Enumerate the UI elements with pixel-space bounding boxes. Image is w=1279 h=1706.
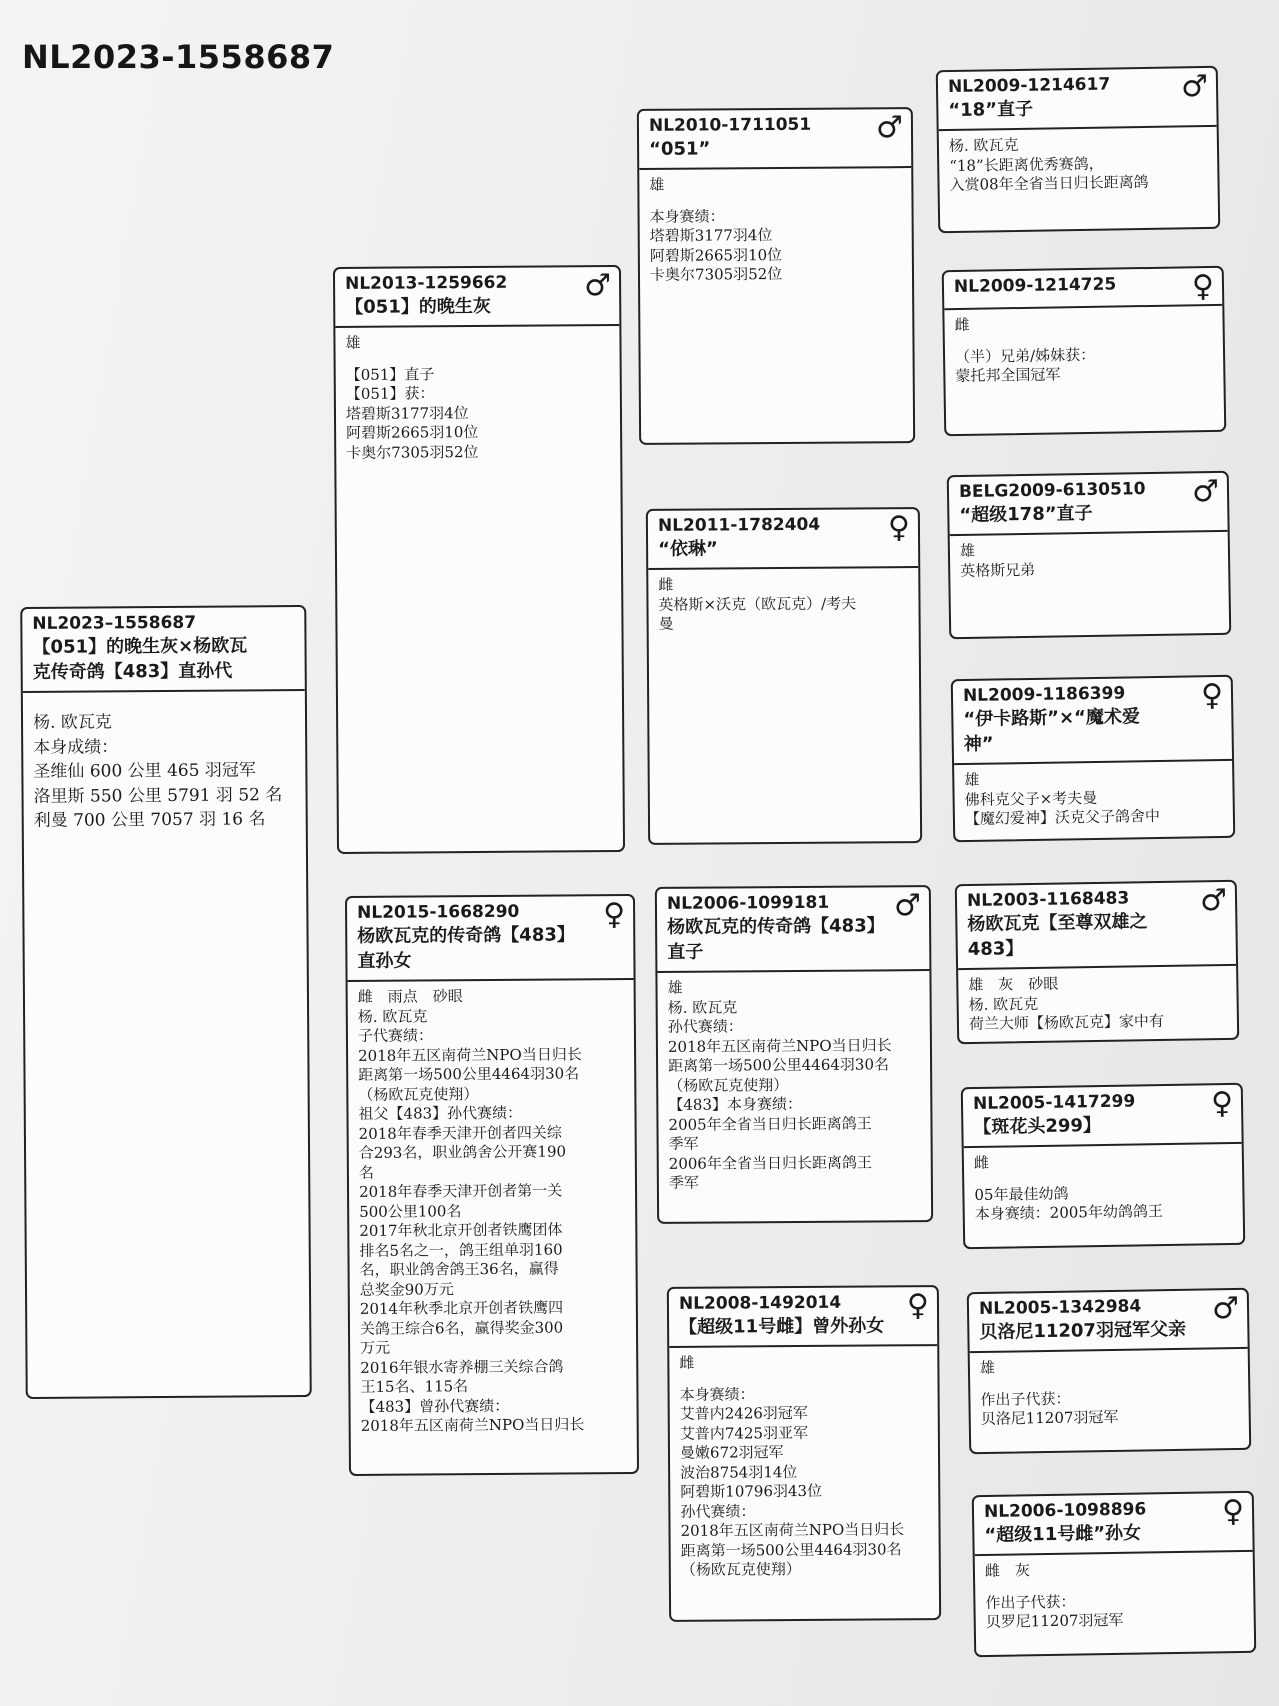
male-symbol-icon: ♂	[1180, 68, 1209, 105]
record-line: 佛科克父子×考夫曼	[964, 788, 1098, 809]
male-symbol-icon: ♂	[1199, 882, 1228, 919]
record-line: 波治8754羽14位	[680, 1462, 798, 1482]
record-line: 贝洛尼11207羽冠军	[980, 1407, 1119, 1429]
card-body	[657, 971, 931, 1199]
ring-number: NL2006-1098896	[983, 1499, 1147, 1523]
record-line: 曼嫩672羽冠军	[679, 1443, 784, 1462]
bird-name: 【超级11号雌】曾外孙女	[679, 1315, 885, 1338]
record-line: 利曼 700 公里 7057 羽 16 名	[33, 809, 266, 831]
record-line: 杨. 欧瓦克	[32, 712, 112, 733]
record-line: 阿碧斯2665羽10位	[346, 423, 479, 442]
card-sire-sire-dam[interactable]	[942, 266, 1227, 436]
ring-number: NL2009-1214617	[947, 74, 1111, 98]
card-sire[interactable]	[333, 265, 625, 854]
card-body	[954, 761, 1233, 836]
card-body	[975, 1552, 1254, 1639]
card-sire-sire[interactable]	[637, 107, 915, 445]
record-line: 雄	[649, 175, 665, 194]
bird-name: 杨欧瓦克【至尊双雄之	[967, 911, 1148, 936]
bird-name: 杨欧瓦克的传奇鸽【483】	[667, 915, 885, 938]
bird-name: “超级11号雌”孙女	[984, 1522, 1142, 1547]
card-body	[639, 168, 912, 291]
bird-name: 直孙女	[357, 950, 412, 972]
card-dam-sire-sire[interactable]	[955, 880, 1239, 1044]
record-line: 阿碧斯10796羽43位	[680, 1481, 823, 1501]
ring-number: NL2006-1099181	[666, 892, 830, 914]
card-dam-sire-dam[interactable]	[961, 1083, 1246, 1249]
record-line: 距离第一场500公里4464羽30名	[668, 1055, 890, 1075]
record-line: 英格斯兄弟	[960, 560, 1036, 580]
ring-number: NL2013-1259662	[345, 272, 508, 294]
card-header	[669, 1287, 937, 1348]
bird-name: “超级178”直子	[959, 502, 1093, 527]
female-symbol-icon: ♀	[1191, 268, 1215, 305]
record-line: （半）兄弟/姊妹获：	[954, 345, 1096, 366]
card-header	[953, 677, 1232, 765]
record-line: 王15名、115名	[360, 1377, 469, 1396]
record-line: 季军	[668, 1173, 699, 1192]
ring-number: NL2008-1492014	[678, 1292, 842, 1314]
record-line: 2006年全省当日归长距离鸽王	[668, 1152, 873, 1173]
record-line: 雄	[979, 1358, 996, 1378]
record-line: 子代赛绩：	[357, 1026, 434, 1045]
record-line: 作出子代获：	[980, 1389, 1071, 1409]
record-line: 塔碧斯3177羽4位	[345, 403, 469, 423]
female-symbol-icon: ♀	[906, 1288, 930, 1324]
record-line: 距离第一场500公里4464羽30名	[680, 1539, 902, 1560]
record-line: 本身赛绩：	[649, 206, 725, 226]
card-header	[347, 896, 634, 982]
card-header	[657, 887, 930, 973]
record-line: 杨. 欧瓦克	[948, 135, 1019, 156]
female-symbol-icon: ♀	[1200, 677, 1224, 714]
record-line: 2018年五区南荷兰NPO当日归长	[667, 1035, 892, 1056]
bird-name: 神”	[963, 733, 994, 756]
record-line: 季军	[668, 1134, 699, 1153]
bird-name: 贝洛尼11207羽冠军父亲	[979, 1318, 1187, 1344]
record-line: 卡奥尔7305羽52位	[649, 264, 783, 284]
record-line: 【魔幻爱神】沃克父子鸽舍中	[964, 806, 1161, 829]
bird-name: 【051】的晚生灰	[345, 295, 491, 318]
male-symbol-icon: ♂	[1211, 1290, 1240, 1327]
record-line: 【483】曾孙代赛绩：	[360, 1396, 510, 1416]
record-line: 卡奥尔7305羽52位	[346, 442, 479, 462]
record-line: 孙代赛绩：	[667, 1017, 743, 1036]
card-header	[22, 607, 305, 693]
record-line: 本身成绩：	[33, 736, 119, 758]
bird-name: 【051】的晚生灰×杨欧瓦	[32, 635, 248, 658]
card-dam-dam-dam[interactable]	[972, 1491, 1257, 1657]
card-dam-dam[interactable]	[667, 1285, 941, 1622]
card-body	[944, 306, 1223, 393]
record-line: 蒙托邦全国冠军	[955, 365, 1061, 386]
bird-name: 483】	[967, 938, 1024, 961]
record-line: 总奖金90万元	[359, 1279, 454, 1299]
card-body	[950, 532, 1229, 587]
card-body	[970, 1349, 1249, 1436]
ring-number: NL2009-1214725	[953, 274, 1117, 298]
record-line: 距离第一场500公里4464羽30名	[358, 1064, 580, 1084]
bird-name: 直子	[667, 941, 704, 963]
bird-name: 【斑花头299】	[973, 1115, 1102, 1139]
female-symbol-icon: ♀	[887, 510, 911, 546]
record-line: （杨欧瓦克使翔）	[680, 1560, 801, 1579]
card-body	[348, 980, 637, 1442]
female-symbol-icon: ♀	[1221, 1493, 1245, 1530]
bird-name: “051”	[649, 138, 711, 160]
record-line: 艾普内7425羽亚军	[679, 1423, 809, 1443]
card-body	[23, 691, 306, 839]
ring-number: NL2015-1668290	[357, 901, 520, 923]
record-line: 2005年全省当日归长距离鸽王	[668, 1113, 872, 1134]
bird-name: “伊卡路斯”×“魔术爱	[963, 706, 1141, 731]
record-line: 杨. 欧瓦克	[667, 997, 738, 1017]
record-line: 雄	[959, 541, 976, 561]
record-line: 【051】直子	[345, 364, 435, 384]
card-dam-dam-sire[interactable]	[967, 1288, 1252, 1454]
record-line: （杨欧瓦克使翔）	[358, 1084, 479, 1104]
record-line: 2017年秋北京开创者铁鹰团体	[359, 1220, 563, 1240]
ring-number: NL2005-1417299	[972, 1091, 1136, 1115]
card-header	[648, 509, 918, 570]
card-dam[interactable]	[345, 894, 639, 1476]
record-line: 雌 灰	[984, 1561, 1031, 1581]
record-line: 05年最佳幼鸽	[974, 1184, 1069, 1204]
bird-name: 克传奇鸽【483】直孙代	[32, 660, 233, 683]
card-sire-dam-dam[interactable]	[951, 675, 1236, 842]
record-line: 雌	[679, 1353, 695, 1372]
male-symbol-icon: ♂	[1191, 473, 1220, 510]
card-header	[963, 1085, 1242, 1148]
card-header	[944, 268, 1223, 310]
record-line: 2018年五区南荷兰NPO当日归长	[360, 1415, 585, 1435]
card-body	[958, 966, 1237, 1041]
card-sire-dam-sire[interactable]	[947, 471, 1232, 639]
record-line: 2018年春季天津开创者四关综	[358, 1123, 562, 1143]
record-line: 杨. 欧瓦克	[357, 1006, 428, 1026]
ring-number: NL2009-1186399	[962, 683, 1126, 707]
female-symbol-icon: ♀	[603, 897, 626, 933]
record-line: 排名5名之一，鸽王组单羽160	[359, 1240, 563, 1260]
record-line: 入赏08年全省当日归长距离鸽	[949, 172, 1149, 195]
record-line: 2018年五区南荷兰NPO当日归长	[680, 1520, 905, 1540]
record-line: 雄	[345, 333, 361, 352]
ring-number: NL2023–1558687	[32, 612, 197, 634]
record-line: 雌 雨点 砂眼	[357, 987, 463, 1006]
record-line: 雌	[658, 575, 674, 594]
record-line: 雄 灰 砂眼	[968, 974, 1059, 995]
record-line: 荷兰大师【杨欧瓦克】家中有	[968, 1011, 1165, 1034]
card-body	[335, 326, 620, 469]
record-line: （杨欧瓦克使翔）	[668, 1075, 789, 1095]
ring-number: NL2003-1168483	[966, 888, 1130, 912]
card-header	[938, 68, 1217, 131]
record-line: 塔碧斯3177羽4位	[649, 226, 773, 245]
record-line: 本身赛绩：	[679, 1384, 755, 1404]
record-line: 2014年秋季北京开创者铁鹰四	[359, 1298, 564, 1318]
ring-number: NL2011-1782404	[657, 514, 821, 536]
card-sire-dam[interactable]	[646, 507, 922, 845]
record-line: 关鸽王综合6名，赢得奖金300	[359, 1318, 564, 1338]
record-line: 【483】本身赛绩：	[668, 1094, 803, 1114]
male-symbol-icon: ♂	[893, 888, 922, 924]
record-line: 500公里100名	[359, 1201, 462, 1221]
bird-name: “依琳”	[658, 538, 718, 560]
record-line: 曼	[658, 614, 674, 633]
ring-number: NL2010-1711051	[648, 114, 812, 136]
record-line: 2018年五区南荷兰NPO当日归长	[358, 1044, 582, 1065]
card-body	[669, 1346, 939, 1586]
card-body	[939, 127, 1218, 202]
male-symbol-icon: ♂	[584, 268, 612, 304]
record-line: 【051】获：	[345, 384, 435, 403]
bird-name: 杨欧瓦克的传奇鸽【483】	[357, 924, 575, 947]
record-line: 合293名，职业鸽舍公开赛190	[358, 1142, 567, 1162]
record-line: 祖父【483】孙代赛绩：	[358, 1103, 523, 1123]
card-sire-sire-sire[interactable]	[936, 66, 1221, 233]
record-line: 作出子代获：	[985, 1592, 1076, 1612]
card-subject[interactable]	[20, 605, 312, 1399]
male-symbol-icon: ♂	[875, 110, 904, 146]
record-line: 本身赛绩：2005年幼鸽鸽王	[974, 1202, 1164, 1224]
female-symbol-icon: ♀	[1210, 1085, 1234, 1122]
record-line: 圣维仙 600 公里 465 羽冠军	[33, 760, 256, 782]
record-line: 万元	[360, 1338, 391, 1357]
card-header	[335, 267, 619, 328]
card-body	[964, 1144, 1243, 1231]
record-line: 名，职业鸽舍鸽王36名，赢得	[359, 1259, 559, 1279]
record-line: 杨. 欧瓦克	[968, 994, 1039, 1014]
record-line: 洛里斯 550 公里 5791 羽 52 名	[33, 784, 283, 807]
card-header	[957, 882, 1236, 970]
ring-number: NL2005-1342984	[978, 1296, 1142, 1320]
page-title: NL2023-1558687	[22, 38, 335, 76]
record-line: 贝罗尼11207羽冠军	[985, 1610, 1124, 1632]
record-line: 阿碧斯2665羽10位	[649, 245, 783, 265]
record-line: 英格斯×沃克（欧瓦克）/考夫	[658, 593, 857, 614]
record-line: 雌	[954, 315, 970, 335]
card-dam-sire[interactable]	[655, 885, 933, 1224]
record-line: 名	[358, 1163, 374, 1182]
record-line: 2016年银水寄养棚三关综合鸽	[360, 1357, 564, 1377]
card-body	[648, 568, 918, 640]
record-line: 雌	[973, 1153, 990, 1173]
record-line: 雄	[667, 978, 683, 997]
record-line: 艾普内2426羽冠军	[679, 1403, 808, 1423]
bird-name: “18”直子	[948, 98, 1034, 122]
card-header	[969, 1290, 1248, 1353]
record-line: 雄	[964, 770, 980, 790]
ring-number: BELG2009-6130510	[958, 479, 1146, 503]
record-line: “18”长距离优秀赛鸽，	[949, 154, 1104, 175]
card-header	[639, 109, 911, 170]
record-line: 孙代赛绩：	[680, 1501, 756, 1521]
record-line: 2018年春季天津开创者第一关	[358, 1181, 563, 1201]
card-header	[974, 1493, 1253, 1556]
card-header	[949, 473, 1228, 536]
